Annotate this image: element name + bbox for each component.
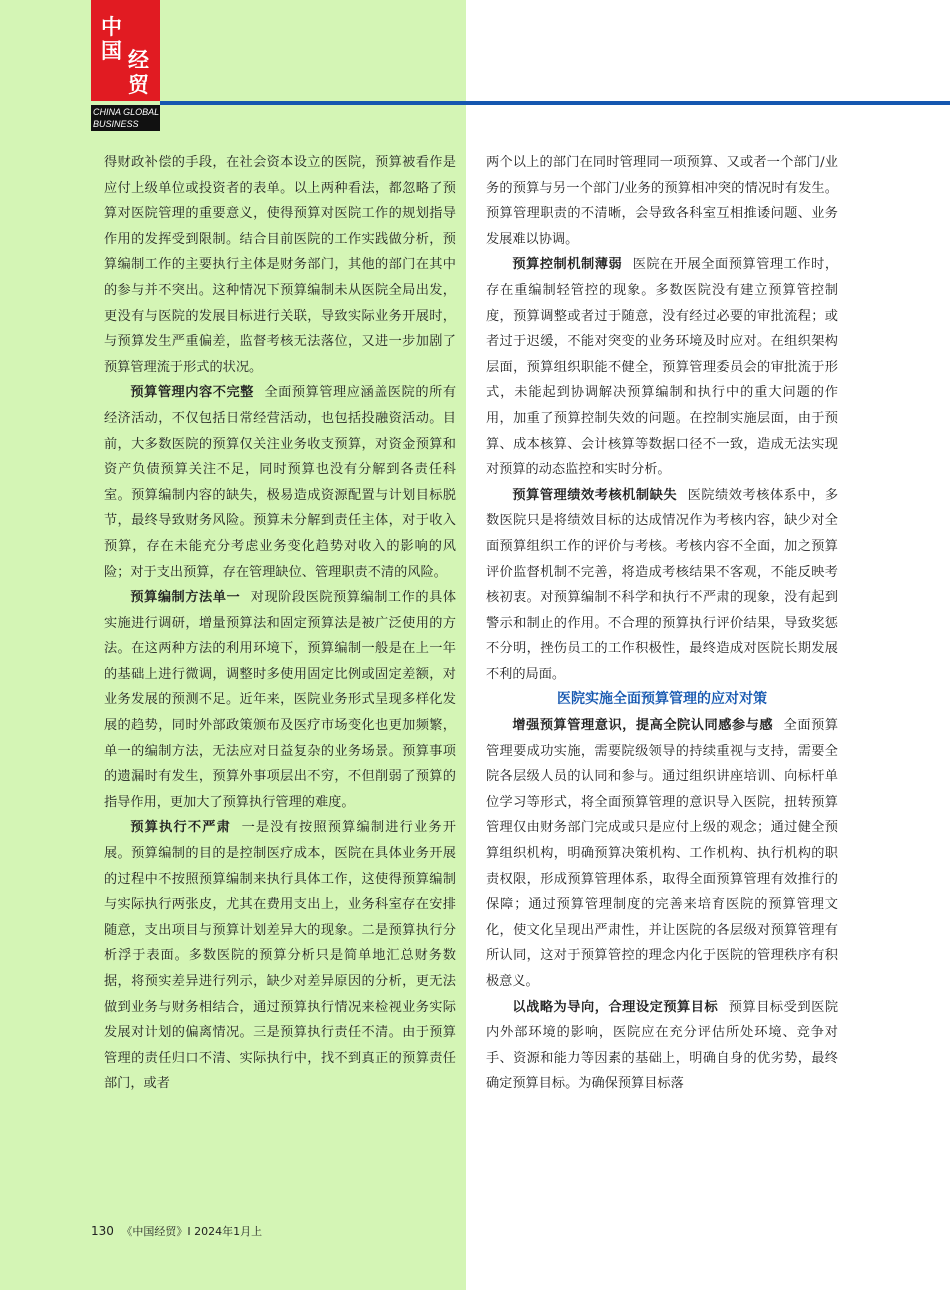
logo-char-3: 经 <box>128 48 149 72</box>
paragraph-body: 预算目标受到医院内外部环境的影响，医院应在充分评估所处环境、竞争对手、资源和能力等因素的基础上，明确自身的优劣势，最终确定预算目标。为确保预算目标落 <box>486 999 839 1092</box>
logo-english-line2: BUSINESS <box>93 119 139 129</box>
paragraph <box>486 252 838 482</box>
paragraph: 得财政补偿的手段，在社会资本设立的医院，预算被看作是应付上级单位或投资者的表单。以上两种看法，都忽略了预算对医院管理的重要意义，使得预算对医院工作的规划指导作用的发挥受到限制。结合目前医院的工作实践做分析，预算编制工作的主要执行主体是财务部门，其他的部门在其中的参与并不突出。这种情况下预算编制未从医院全局出发，更没有与医院的发展目标进行关联，导致实际业务开展时，与预算发生严重偏差，监督考核无法落位，又进一步加剧了预算管理流于形式的状况。 <box>104 155 456 375</box>
page-footer <box>91 1223 262 1239</box>
paragraph-heading: 预算编制方法单一 <box>130 590 241 606</box>
paragraph <box>104 380 456 585</box>
paragraph <box>486 995 838 1097</box>
paragraph <box>104 585 456 815</box>
publication-info: 《中国经贸》I 2024年1月上 <box>121 1225 263 1238</box>
logo-english <box>91 105 160 131</box>
magazine-logo <box>91 0 160 101</box>
paragraph-heading: 预算控制机制薄弱 <box>512 257 623 273</box>
paragraph-body: 全面预算管理应涵盖医院的所有经济活动，不仅包括日常经营活动，也包括投融资活动。目前，大多数医院的预算仅关注业务收支预算，对资金预算和资产负债预算关注不足，同时预算也没有分解到各责任科室。预算编制内容的缺失，极易造成资源配置与计划目标脱节，最终导致财务风险。预算未分解到责任主体，对于收入预算，存在未能充分考虑业务变化趋势对收入的影响的风险；对于支出预算，存在管理缺位、管理职责不清的风险。 <box>104 385 457 580</box>
paragraph-body: 医院绩效考核体系中，多数医院只是将绩效目标的达成情况作为考核内容，缺少对全面预算组织工作的评价与考核。考核内容不全面，加之预算评价监督机制不完善，将造成考核结果不客观，不能反映考核初衷。对预算编制不科学和执行不严肃的现象，没有起到警示和制止的作用。不合理的预算执行评价结果，导致奖惩不分明，挫伤员工的工作积极性，最终造成对医院长期发展不利的局面。 <box>486 487 839 682</box>
paragraph: 两个以上的部门在同时管理同一项预算、又或者一个部门/业务的预算与另一个部门/业务的预算相冲突的情况时有发生。预算管理职责的不清晰，会导致各科室互相推诿问题、业务发展难以协调。 <box>486 155 838 247</box>
paragraph <box>104 815 456 1097</box>
logo-char-1: 中 <box>101 15 122 39</box>
left-text-column <box>104 150 456 1097</box>
logo-char-4: 贸 <box>128 73 149 97</box>
paragraph <box>486 713 838 995</box>
paragraph-heading: 预算管理绩效考核机制缺失 <box>512 487 678 503</box>
paragraph-body: 对现阶段医院预算编制工作的具体实施进行调研，增量预算法和固定预算法是被广泛使用的方法。在这两种方法的利用环境下，预算编制一般是在上一年的基础上进行微调，调整时多使用固定比例或固定差额，对业务发展的预测不足。近年来，医院业务形式呈现多样化发展的趋势，同时外部政策颁布及医疗市场变化也更加频繁，单一的编制方法，无法应对日益复杂的业务场景。预算事项的遗漏时有发生，预算外事项层出不穷，不但削弱了预算的指导作用，更加大了预算执行管理的难度。 <box>104 590 457 810</box>
paragraph-body: 医院在开展全面预算管理工作时，存在重编制轻管控的现象。多数医院没有建立预算管控制度，预算调整或者过于随意，没有经过必要的审批流程；或者过于迟缓，不能对突变的业务环境及时应对。在组织架构层面，预算组织职能不健全，预算管理委员会的审批流于形式，未能起到协调解决预算编制和执行中的重大问题的作用，加重了预算控制失效的问题。在控制实施层面，由于预算、成本核算、会计核算等数据口径不一致，造成无法实现对预算的动态监控和实时分析。 <box>486 257 839 478</box>
paragraph-heading: 预算管理内容不完整 <box>130 385 254 401</box>
logo-char-2: 国 <box>101 39 122 63</box>
paragraph-heading: 以战略为导向，合理设定预算目标 <box>512 999 719 1015</box>
page-number: 130 <box>91 1224 114 1238</box>
paragraph-body: 全面预算管理要成功实施，需要院级领导的持续重视与支持，需要全院各层级人员的认同和参与。通过组织讲座培训、向标杆单位学习等形式，将全面预算管理的意识导入医院，扭转预算管理仅由财务部门完成或只是应付上级的观念；通过健全预算组织机构，明确预算决策机构、工作机构、执行机构的职责权限，形成预算管理体系，取得全面预算管理有效推行的保障；通过预算管理制度的完善来培育医院的预算管理文化，使文化呈现出严肃性，并让医院的各层级对预算管理有所认同，这对于预算管控的理念内化于医院的管理秩序有积极意义。 <box>486 718 839 989</box>
header-rule <box>160 101 950 105</box>
paragraph-heading: 预算执行不严肃 <box>130 820 232 836</box>
right-text-column <box>486 150 838 1097</box>
paragraph-heading: 增强预算管理意识，提高全院认同感参与感 <box>512 718 774 734</box>
paragraph <box>486 483 838 688</box>
section-title: 医院实施全面预算管理的应对对策 <box>557 691 767 708</box>
paragraph-body: 一是没有按照预算编制进行业务开展。预算编制的目的是控制医疗成本，医院在具体业务开展的过程中不按照预算编制来执行具体工作，这使得预算编制与实际执行两张皮，尤其在费用支出上，业务科室存在安排随意，支出项目与预算计划差异大的现象。二是预算执行分析浮于表面。多数医院的预算分析只是简单地汇总财务数据，将预实差异进行列示，缺少对差异原因的分析，更无法做到业务与财务相结合，通过预算执行情况来检视业务实际发展对计划的偏离情况。三是预算执行责任不清。由于预算管理的责任归口不清、实际执行中，找不到真正的预算责任部门，或者 <box>104 820 456 1092</box>
logo-english-line1: CHINA GLOBAL <box>93 107 160 117</box>
